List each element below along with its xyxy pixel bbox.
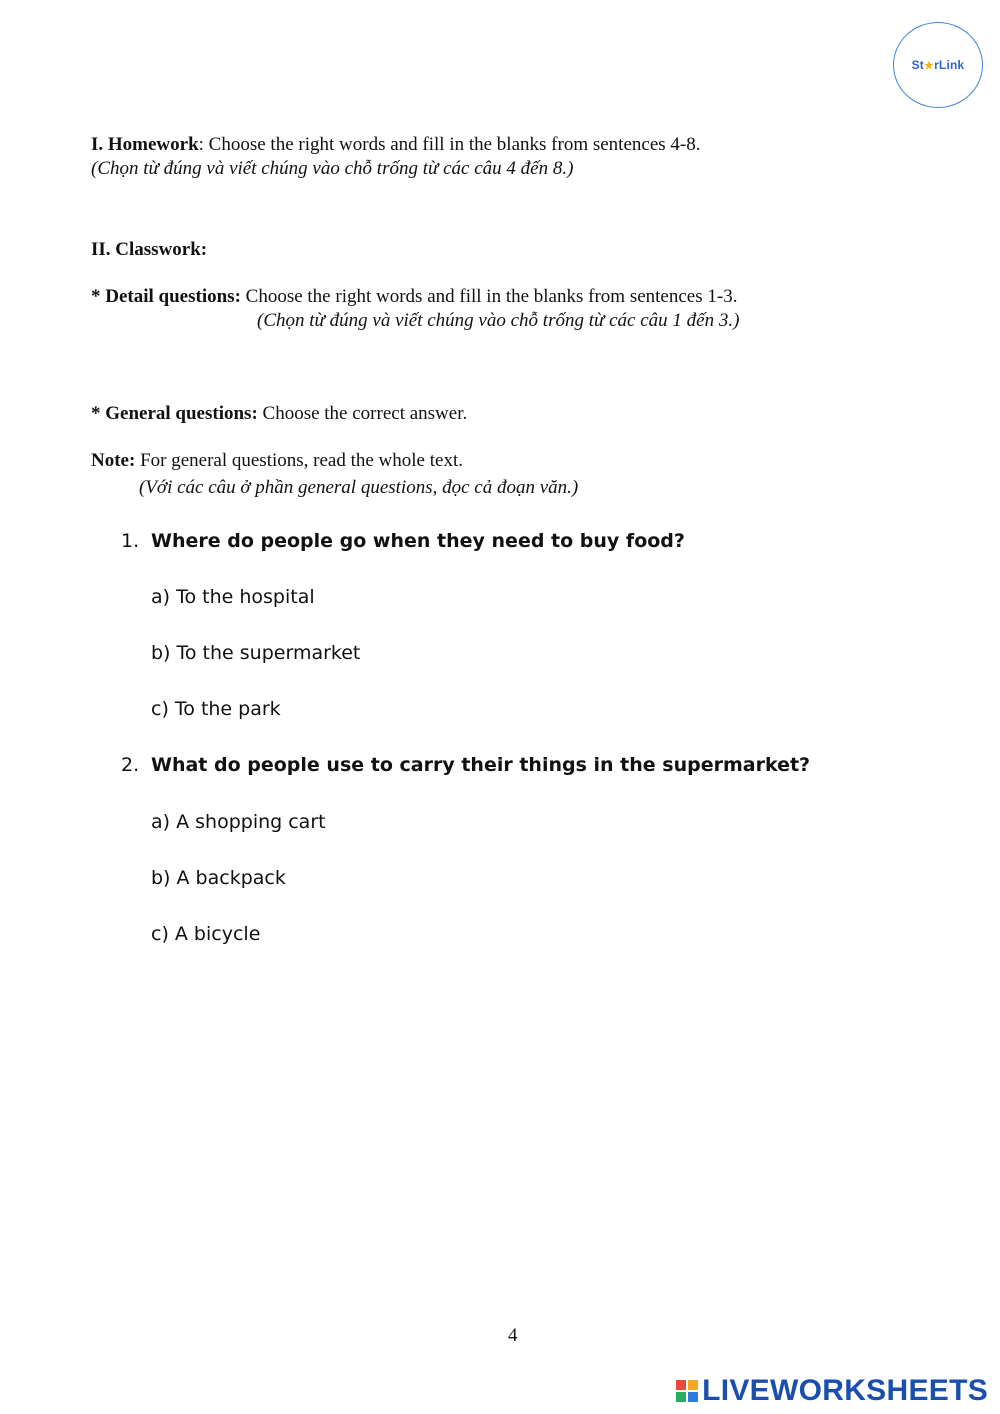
star-icon: ★ (924, 60, 935, 72)
homework-instruction: I. Homework: Choose the right words and fill in the blanks from sentences 4-8. (91, 134, 701, 155)
classwork-heading: II. Classwork: (91, 239, 208, 260)
detail-questions-translation: (Chọn từ đúng và viết chúng vào chỗ trống từ các câu 1 đến 3.) (257, 310, 740, 331)
starlink-logo (893, 22, 983, 108)
question-number: 1. (121, 530, 140, 552)
homework-heading: I. Homework (91, 134, 199, 155)
question-2 (121, 753, 810, 777)
question-number: 2. (121, 754, 140, 776)
general-questions-instruction: * General questions: Choose the correct answer. (91, 403, 468, 424)
liveworksheets-logo-icon (676, 1380, 698, 1402)
option-1b[interactable]: b) To the supermarket (151, 642, 361, 664)
option-2b[interactable]: b) A backpack (151, 867, 286, 889)
question-1 (121, 529, 685, 553)
option-2c[interactable]: c) A bicycle (151, 923, 261, 945)
detail-questions-instruction: * Detail questions: Choose the right words and fill in the blanks from sentences 1-3. (91, 286, 738, 307)
liveworksheets-text: LIVEWORKSHEETS (702, 1374, 988, 1407)
question-text: What do people use to carry their things in the supermarket? (151, 754, 811, 776)
page-number: 4 (508, 1325, 518, 1346)
detail-questions-label: * Detail questions: (91, 286, 241, 307)
general-questions-label: * General questions: (91, 403, 258, 424)
note-label: Note: (91, 450, 136, 471)
liveworksheets-brand[interactable] (676, 1374, 988, 1408)
logo-text: St★rLink (911, 58, 965, 72)
option-2a[interactable]: a) A shopping cart (151, 811, 326, 833)
option-1a[interactable]: a) To the hospital (151, 586, 315, 608)
option-1c[interactable]: c) To the park (151, 698, 281, 720)
homework-translation: (Chọn từ đúng và viết chúng vào chỗ trống từ các câu 4 đến 8.) (91, 158, 574, 179)
note: Note: For general questions, read the whole text. (91, 450, 463, 471)
question-text: Where do people go when they need to buy food? (151, 530, 685, 552)
note-translation: (Với các câu ở phần general questions, đọc cả đoạn văn.) (139, 477, 579, 498)
